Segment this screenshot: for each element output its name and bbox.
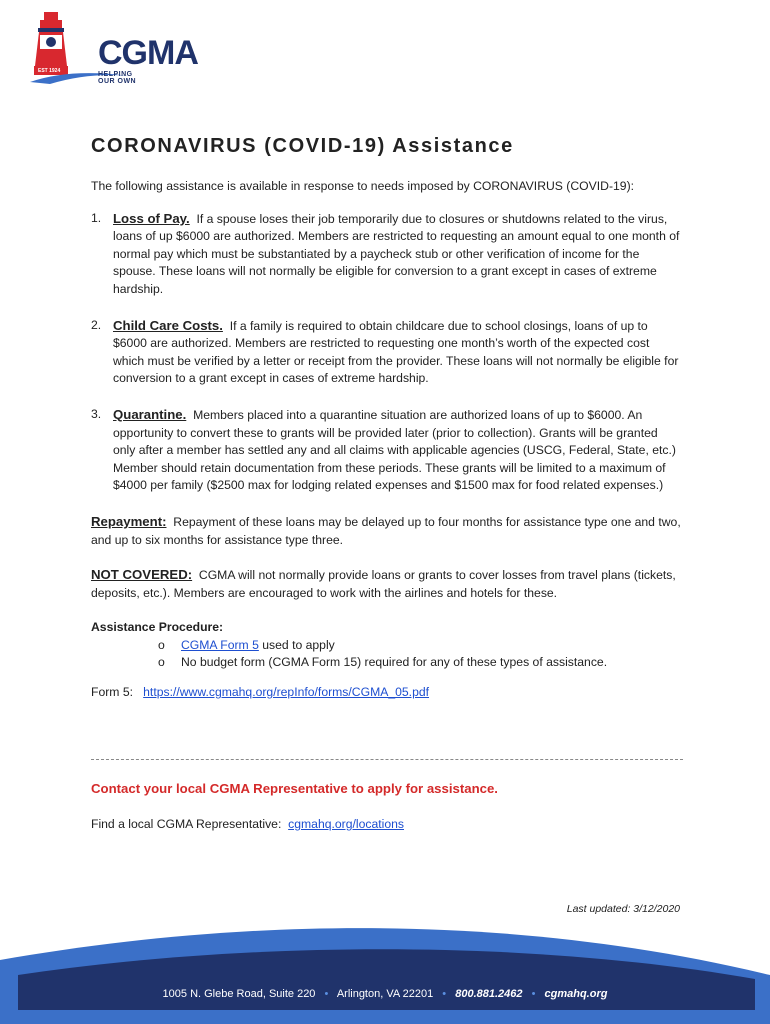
find-label: Find a local CGMA Representative: <box>91 817 282 831</box>
item-number: 2. <box>91 317 102 332</box>
last-updated: Last updated: 3/12/2020 <box>566 903 680 915</box>
intro-text: The following assistance is available in response to needs imposed by CORONAVIRUS (COVID-19): <box>91 179 635 193</box>
item-text: If a family is required to obtain childcare due to school closings, loans of up to $6000 are authorized. Members are restricted to requesting one month’s worth of the expected cost which must be verified by a letter or receipt from the provider. These loans will not normally be eligible for conversion to a grant except in cases of extreme hardship. <box>113 318 679 386</box>
procedure-title: Assistance Procedure: <box>91 620 224 635</box>
footer-contact <box>0 988 770 1000</box>
item-heading: Quarantine. <box>113 406 187 422</box>
cgma-logo[interactable] <box>30 10 198 90</box>
form5-url-link[interactable]: https://www.cgmahq.org/repInfo/forms/CGMA_05.pdf <box>143 685 430 700</box>
separator-dot-icon: • <box>324 988 329 1000</box>
repayment-paragraph <box>91 513 683 549</box>
logo-tagline: HELPING OUR OWN <box>98 71 137 85</box>
locations-link[interactable]: cgmahq.org/locations <box>288 817 404 831</box>
item-heading: Loss of Pay. <box>113 210 190 226</box>
footer-website[interactable]: cgmahq.org <box>544 988 608 1000</box>
separator-dot-icon: • <box>531 988 536 1000</box>
not-covered-text: CGMA will not normally provide loans or grants to cover losses from travel plans (tickets, deposits, etc.). Members are encouraged to work with the airlines and hotels for these. <box>91 568 676 600</box>
form5-line <box>91 684 683 702</box>
repayment-heading: Repayment: <box>91 513 167 529</box>
assistance-list <box>91 210 683 495</box>
footer-city: Arlington, VA 22201 <box>336 988 434 1000</box>
item-number: 1. <box>91 210 102 225</box>
repayment-text: Repayment of these loans may be delayed up to four months for assistance type one and two, and up to six months for assistance type three. <box>91 514 681 547</box>
list-item <box>91 210 683 299</box>
cgma-form5-link[interactable]: CGMA Form 5 <box>181 637 259 652</box>
footer-address: 1005 N. Glebe Road, Suite 220 <box>162 988 316 1000</box>
bullet-marker: o <box>158 637 165 652</box>
procedure-list <box>91 637 683 672</box>
list-item <box>91 317 683 388</box>
separator-dot-icon: • <box>442 988 447 1000</box>
form5-label: Form 5: <box>91 685 133 700</box>
not-covered-paragraph <box>91 566 683 602</box>
not-covered-heading: NOT COVERED: <box>91 567 193 583</box>
page-title: CORONAVIRUS (COVID-19) Assistance <box>91 135 514 157</box>
item-text: If a spouse loses their job temporarily due to closures or shutdowns related to the virus, loans of up $6000 are authorized. Members are restricted to requesting an amount equal to one month of normal pay which must be substantiated by a paycheck stub or other verification of income for the spouse. These loans will not normally be eligible for conversion to a grant except in cases of extreme hardship. <box>113 211 680 296</box>
document-body <box>91 178 683 702</box>
contact-callout: Contact your local CGMA Representative to apply for assistance. <box>91 781 498 796</box>
item-heading: Child Care Costs. <box>113 317 223 333</box>
item-number: 3. <box>91 406 102 421</box>
list-item <box>91 637 683 655</box>
logo-wordmark: CGMA <box>98 34 198 72</box>
item-text: Members placed into a quarantine situation are authorized loans of up to $6000. An opportunity to convert these to grants will be provided later (prior to collection). Grants will be granted only after a member has settled any and all claims with applicable agencies (USCG, Federal, State, etc.) Member should retain documentation from these periods. These grants will be limited to a maximum of $4000 per family ($2500 max for lodging related expenses and $1500 max for food related expenses.) <box>113 407 676 493</box>
divider <box>91 759 683 760</box>
find-representative-line <box>91 817 404 831</box>
bullet-text: No budget form (CGMA Form 15) required for any of these types of assistance. <box>181 655 608 670</box>
footer-phone[interactable]: 800.881.2462 <box>455 988 523 1000</box>
footer-wave <box>0 905 770 1024</box>
established-badge: EST 1924 <box>38 68 61 74</box>
bullet-text: used to apply <box>258 637 335 652</box>
list-item <box>91 654 683 672</box>
bullet-marker: o <box>158 655 165 670</box>
list-item <box>91 406 683 495</box>
